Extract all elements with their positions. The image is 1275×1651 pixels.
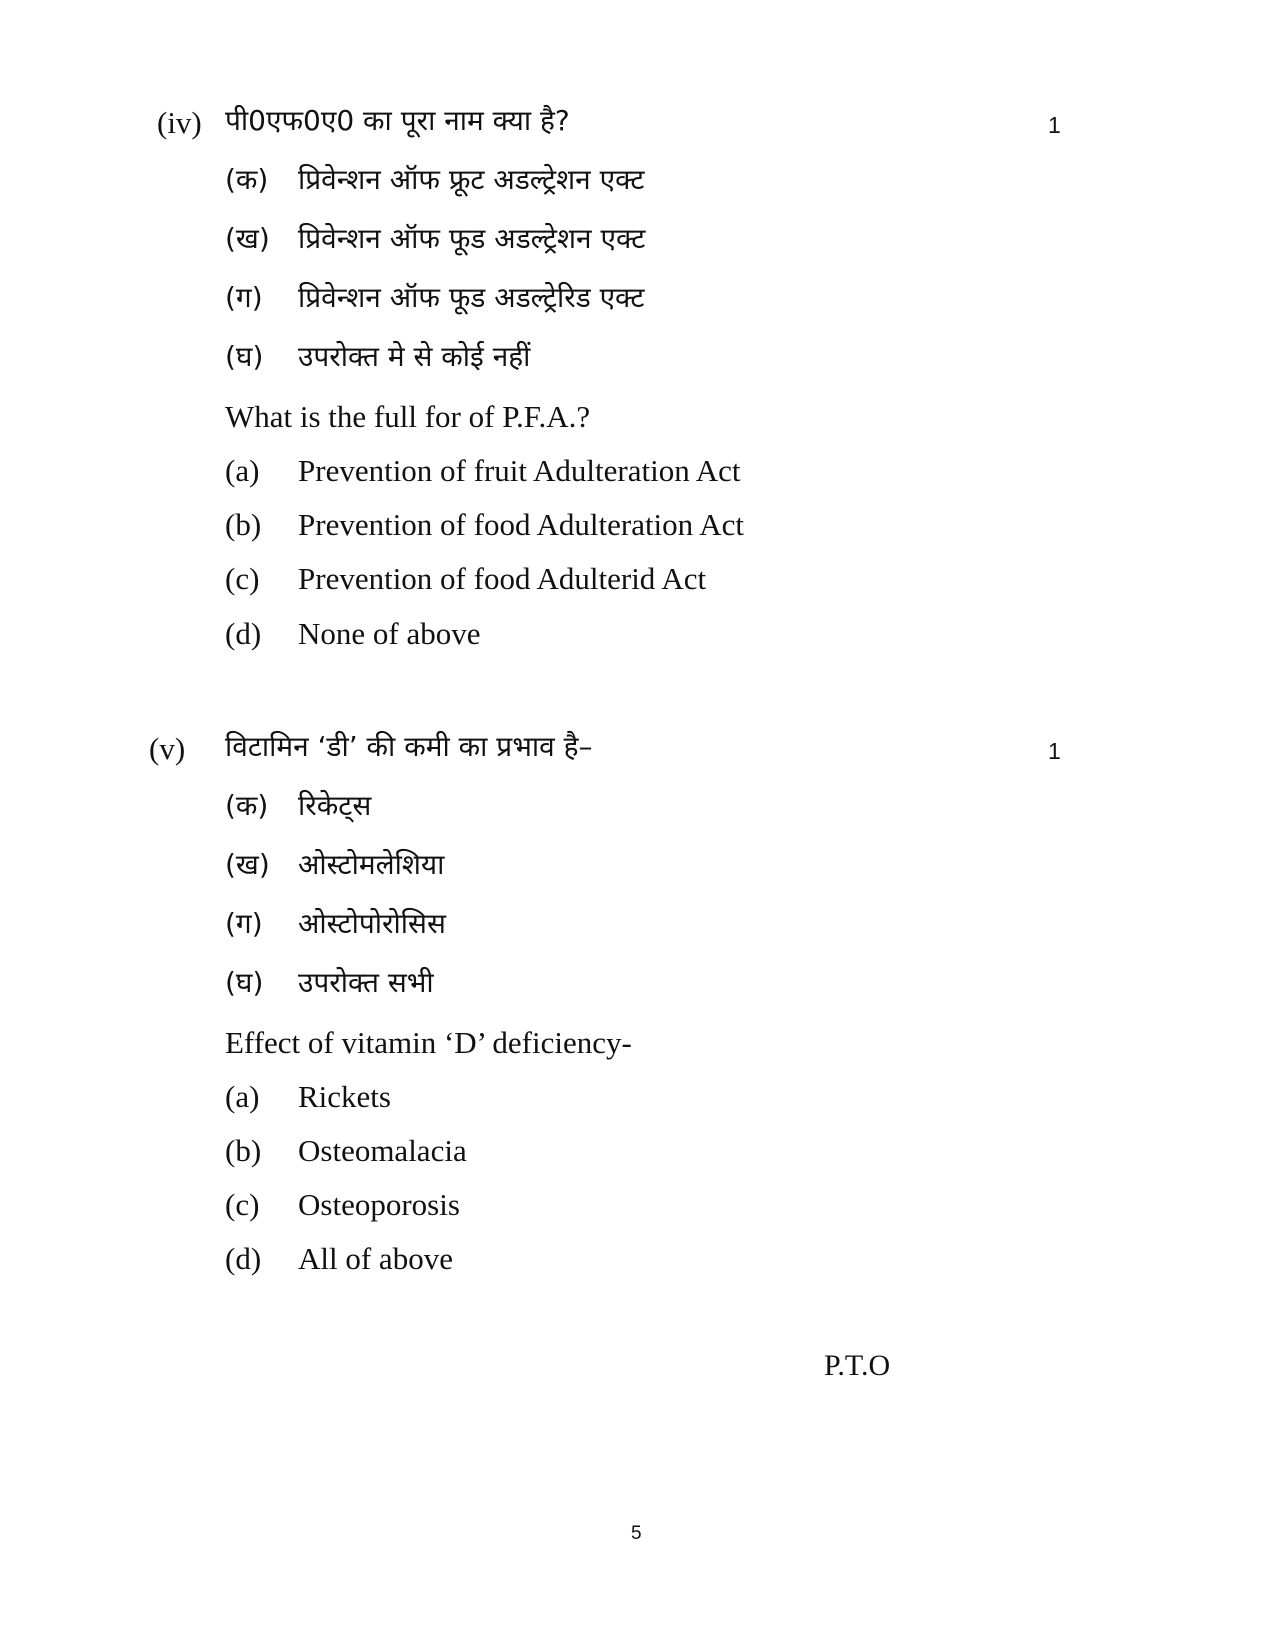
question-text-hindi: पी0एफ0ए0 का पूरा नाम क्या है? [225, 104, 570, 137]
option-label: (क) [225, 789, 269, 822]
option-label: (c) [225, 1187, 260, 1222]
option-text: प्रिवेन्शन ऑफ फ्रूट अडल्ट्रेशन एक्ट [298, 163, 645, 196]
question-marks: 1 [1048, 112, 1061, 138]
option-text: Prevention of fruit Adulteration Act [298, 453, 741, 488]
question-text-english: Effect of vitamin ‘D’ deficiency- [225, 1025, 632, 1060]
option-label: (ग) [225, 907, 263, 940]
question-text-hindi: विटामिन ‘डी’ की कमी का प्रभाव है– [225, 730, 593, 763]
option-text: Osteoporosis [298, 1187, 460, 1222]
option-label: (b) [225, 1133, 262, 1168]
option-label: (a) [225, 453, 260, 488]
option-text: Osteomalacia [298, 1133, 467, 1168]
option-text: प्रिवेन्शन ऑफ फूड अडल्ट्रेशन एक्ट [298, 222, 646, 255]
option-label: (क) [225, 163, 269, 196]
option-text: उपरोक्त सभी [298, 966, 434, 999]
option-text: Prevention of food Adulterid Act [298, 561, 707, 596]
option-label: (ग) [225, 281, 263, 314]
option-label: (ख) [225, 222, 270, 255]
option-label: (a) [225, 1079, 260, 1114]
option-label: (c) [225, 561, 260, 596]
option-label: (घ) [225, 966, 264, 999]
option-text: ओस्टोपोरोसिस [298, 907, 446, 940]
option-text: ओस्टोमलेशिया [298, 848, 445, 881]
page-number: 5 [631, 1523, 642, 1544]
question-marks: 1 [1048, 738, 1061, 764]
option-text: Rickets [298, 1079, 391, 1114]
option-label: (d) [225, 616, 262, 651]
option-text: None of above [298, 616, 481, 651]
option-text: रिकेट्स [298, 789, 372, 822]
option-label: (ख) [225, 848, 270, 881]
question-number: (v) [149, 731, 186, 766]
option-text: प्रिवेन्शन ऑफ फूड अडल्ट्रेरिड एक्ट [298, 281, 645, 314]
option-label: (b) [225, 507, 262, 542]
option-label: (d) [225, 1241, 262, 1276]
option-text: All of above [298, 1241, 453, 1276]
question-text-english: What is the full for of P.F.A.? [225, 399, 591, 434]
option-label: (घ) [225, 340, 264, 373]
option-text: उपरोक्त मे से कोई नहीं [298, 340, 531, 373]
question-number: (iv) [157, 105, 202, 140]
option-text: Prevention of food Adulteration Act [298, 507, 744, 542]
pto-note: P.T.O [824, 1349, 891, 1382]
